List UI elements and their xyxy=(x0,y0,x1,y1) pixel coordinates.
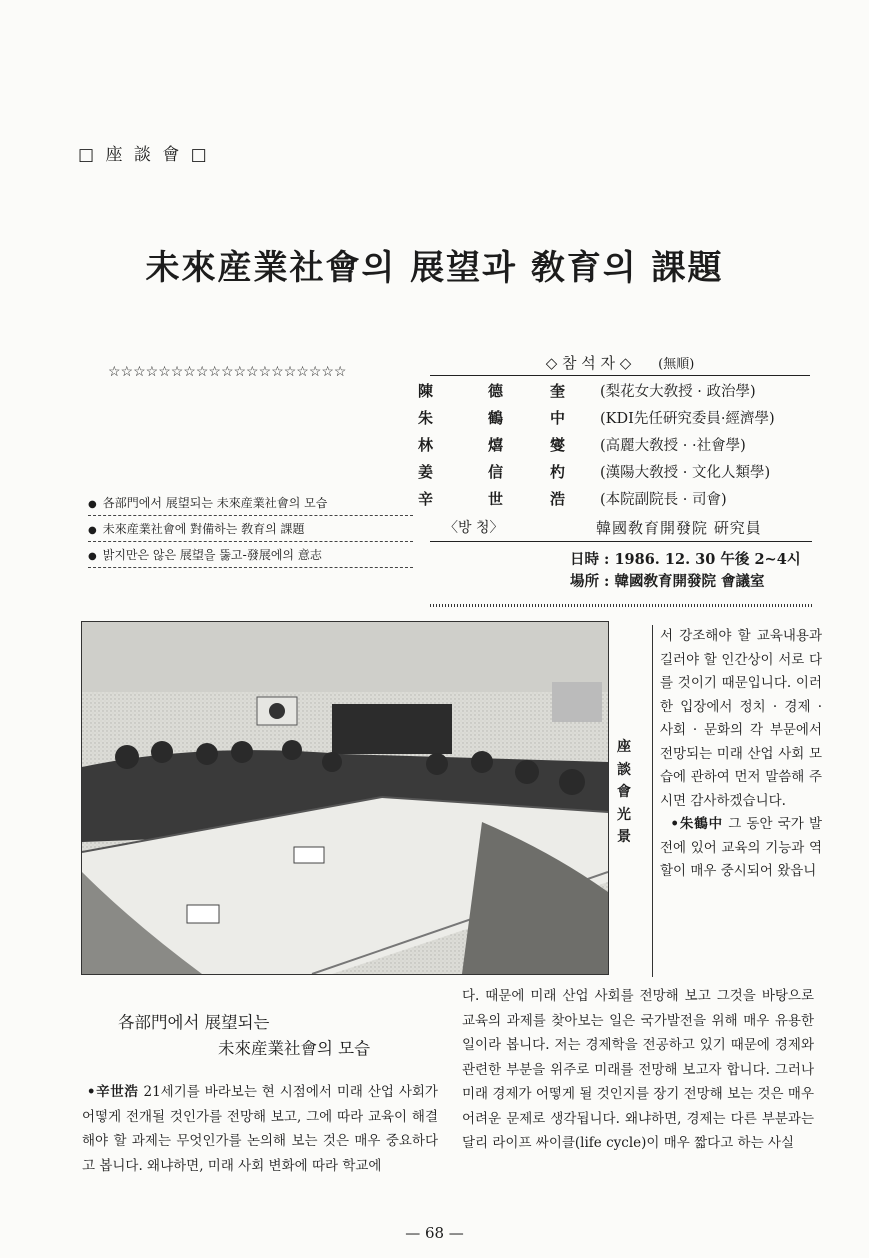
participant-name-char: 燮 xyxy=(550,436,566,454)
bullet-icon: ● xyxy=(88,525,97,536)
participant-affiliation: (梨花女大敎授 · 政治學) xyxy=(600,384,756,400)
section-label: □ 座 談 會 □ xyxy=(78,145,210,165)
topic-item: ● 各部門에서 展望되는 未來産業社會의 모습 xyxy=(88,493,413,516)
participant-name-char: 中 xyxy=(550,409,566,427)
participants-list xyxy=(410,380,815,515)
participants-label: ◇ 참 석 자 ◇ xyxy=(545,354,632,372)
participant-row xyxy=(410,380,815,407)
meeting-photo xyxy=(81,621,609,975)
meeting-photo-illustration xyxy=(82,622,608,974)
participant-name-char: 浩 xyxy=(550,490,566,508)
participant-name-char: 鶴 xyxy=(488,409,504,427)
participant-name-char: 信 xyxy=(488,463,504,481)
section-subheading: 各部門에서 展望되는 未來産業社會의 모습 xyxy=(118,1013,371,1058)
topic-list xyxy=(88,493,413,571)
topic-item: ● 未來産業社會에 對備하는 敎育의 課題 xyxy=(88,519,413,542)
place-line: 場所 : 韓國敎育開發院 會議室 xyxy=(570,573,765,590)
speaker-name: •朱鶴中 xyxy=(670,816,724,832)
photo-caption: 座 談 會 光 景 xyxy=(617,739,631,845)
participants-order-note: (無順) xyxy=(658,357,695,372)
observer-label: 〈방 청〉 xyxy=(444,520,504,536)
participant-name-char: 姜 xyxy=(418,463,434,481)
participant-affiliation: (KDI先任硏究委員·經濟學) xyxy=(600,411,775,427)
bullet-icon: ● xyxy=(88,499,97,510)
speaker-name: •辛世浩 xyxy=(86,1084,139,1100)
participant-name-char: 奎 xyxy=(550,382,566,400)
participant-name-char: 朱 xyxy=(418,409,434,427)
star-divider: ☆☆☆☆☆☆☆☆☆☆☆☆☆☆☆☆☆☆☆ xyxy=(108,364,347,380)
participant-affiliation: (本院副院長 · 司會) xyxy=(600,492,727,508)
right-column-para1: 서 강조해야 할 교육내용과 길러야 할 인간상이 서로 다를 것이기 때문입니다. 이러한 입장에서 정치 · 경제 · 사회 · 문화의 각 부문에서 전망되는 미래 산업 사회 모습에 관하여 먼저 말씀해 주시면 감사하겠습니다. xyxy=(660,628,822,809)
participant-name-char: 陳 xyxy=(418,382,434,400)
right-column-para2: 그 동안 국가 발전에 있어 교육의 기능과 역할이 매우 중시되어 왔읍니 xyxy=(660,816,822,879)
participant-name-char: 德 xyxy=(488,382,504,400)
participant-name-char: 世 xyxy=(488,490,504,508)
dotted-divider xyxy=(430,604,814,607)
participant-row xyxy=(410,488,815,515)
bullet-icon: ● xyxy=(88,551,97,562)
observer-text: 韓國敎育開發院 硏究員 xyxy=(596,519,762,537)
topic-item: ● 밝지만은 않은 展望을 뚫고-發展에의 意志 xyxy=(88,545,413,568)
page-title: 未來産業社會의 展望과 敎育의 課題 xyxy=(145,248,724,288)
participant-affiliation: (漢陽大敎授 · 文化人類學) xyxy=(600,465,771,481)
participant-name-char: 林 xyxy=(418,436,434,454)
left-column-text xyxy=(82,1080,438,1178)
participant-name-char: 杓 xyxy=(550,463,566,481)
participant-row xyxy=(410,407,815,434)
wide-column-text: 다. 때문에 미래 산업 사회를 전망해 보고 그것을 바탕으로 교육의 과제를 찾아보는 일은 국가발전을 위해 매우 유용한 일이라 봅니다. 저는 경제학을 전공하고 있기 때문에 경제와 관련한 부분을 위주로 미래를 전망해 보고자 합니다. 그러나 미래 경제가 어떻게 될 것인지를 장기 전망해 보는 것은 매우 어려운 문제로 생각됩니다. 왜냐하면, 경제는 다른 부분과는 달리 라이프 싸이클(life cycle)이 매우 짧다고 하는 사실 xyxy=(462,988,814,1151)
right-column-text xyxy=(652,625,822,977)
date-place xyxy=(570,549,810,593)
left-column-para: 21세기를 바라보는 현 시점에서 미래 산업 사회가 어떻게 전개될 것인가를 전망해 보고, 그에 따라 교육이 해결해야 할 과제는 무엇인가를 논의해 보는 것은 매우 중요하다고 봅니다. 왜냐하면, 미래 사회 변화에 따라 학교에 xyxy=(82,1084,438,1174)
participant-row xyxy=(410,434,815,461)
participant-row xyxy=(410,461,815,488)
page-number: — 68 — xyxy=(405,1224,464,1242)
date-line: 日時 : 1986. 12. 30 午後 2~4시 xyxy=(570,551,801,568)
participant-name-char: 辛 xyxy=(418,490,434,508)
participants-header xyxy=(430,352,810,376)
observer-row xyxy=(430,517,812,542)
participant-name-char: 熺 xyxy=(488,436,504,454)
participant-affiliation: (高麗大敎授 · ·社會學) xyxy=(600,438,746,454)
